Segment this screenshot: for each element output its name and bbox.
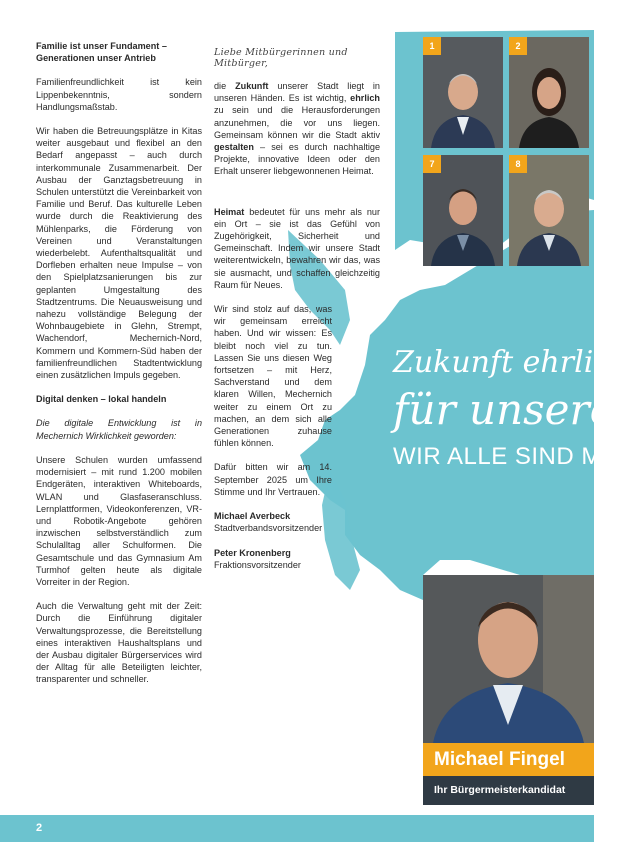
list-number-badge: 7 bbox=[423, 155, 441, 173]
paragraph-pride: Wir sind stolz auf das, was wir gemeinsam erreicht haben. Und wir wissen: Es bleibt noch viel zu tun. Lassen Sie uns diesen Weg fortsetzen – mit Herz, Sachverstand und dem klaren Willen, Mechernich weiter zu einem Ort zu machen, an dem sich alle Generationen zuhause fühlen können. bbox=[214, 304, 332, 449]
paragraph: Auch die Verwaltung geht mit der Zeit: Durch die Einführung digitaler Verwaltungsprozesse, die Bereitstellung eines interaktiven Haushaltsplans und der Ausbau digitaler Bürgerservices wird der Alltag für alle Beteiligten leichter, transparenter und schneller. bbox=[36, 601, 202, 685]
list-number-badge: 1 bbox=[423, 37, 441, 55]
headline-slogan: WIR ALLE SIND M bbox=[393, 443, 602, 470]
section-heading-digital: Digital denken – lokal handeln bbox=[36, 394, 167, 405]
mayor-candidate-role: Ihr Bürgermeisterkandidat bbox=[423, 776, 594, 805]
paragraph: Familienfreundlichkeit ist kein Lippenbekenntnis, sondern Handlungsmaßstab. bbox=[36, 77, 202, 112]
signature-kronenberg: Peter Kronenberg Fraktionsvorsitzender bbox=[214, 547, 301, 570]
candidate-photo-8 bbox=[509, 155, 589, 266]
paragraph-intro: Die digitale Entwicklung ist in Mechernich Wirklichkeit geworden: bbox=[36, 418, 202, 441]
paragraph-future: die Zukunft unserer Stadt liegt in unseren Händen. Es ist wichtig, ehrlich zu sein und die Herausforderungen anzunehmen, die vor uns liegen. Gemeinsam können wir die Stadt aktiv gestalten – sei es durch nachhaltige Projekte, innovative Ideen oder den Erhalt unserer liebgewonnenen Heimat. bbox=[214, 81, 380, 177]
person-icon bbox=[423, 575, 594, 743]
list-number-badge: 8 bbox=[509, 155, 527, 173]
paragraph: Unsere Schulen wurden umfassend modernisiert – mit rund 1.200 mobilen Endgeräten, interaktiven Whiteboards, WLAN und Glasfaseranschluss. Lernplattformen, Videokonferenzen, VR- und Robotik-Angebote gehören inzwischen selbstverständlich zum Schulalltag aller Schulformen. Die Gesamtschule und das Gymnasium Am Turmhof gelten heute als digitale Vorreiter in der Region. bbox=[36, 454, 202, 587]
paragraph: Wir haben die Betreuungsplätze in Kitas weiter ausgebaut und flexibel an den Bedarf angepasst – auch durch interkommunale Zusammenarbeit. Der Ausbau der Ganztagsbetreuung in Schulen unterstützt die Vereinbarkeit von Familie und Beruf. Das kulturelle Leben wurde durch die Reaktivierung des Mühlenparks, die Förderung von Vereinen und Veranstaltungen wiederbelebt. Aufenthaltsqualität und Dorfleben erhalten neue Impulse – von den Spielplatzsanierungen bis zur geplanten Umgestaltung des Stadtzentrums. Die Neuausweisung und nahezu vollständige Belegung der Wohnbaugebiete in Glehn, Strempt, Wachendorf, Mechernich-Nord, Kommern und Kommern-Süd haben der familienfreundlichen Stadtentwicklung einen zusätzlichen Impuls gegeben. bbox=[36, 126, 202, 381]
candidate-photo-1 bbox=[423, 37, 503, 148]
section-heading-family: Familie ist unser Fundament – Generationen unser Antrieb bbox=[36, 41, 167, 64]
candidate-photo-2 bbox=[509, 37, 589, 148]
list-number-badge: 2 bbox=[509, 37, 527, 55]
headline-line-1: Zukunft ehrlich bbox=[393, 345, 629, 380]
paragraph-heimat: Heimat bedeutet für uns mehr als nur ein Ort – sie ist das Gefühl von Zugehörigkeit, Sicherheit und Gemeinschaft. Indem wir unsere Stadt weiterentwickeln, bewahren wir das, was sie ausmacht, und schaffen gleichzeitig Raum für Neues. bbox=[214, 206, 380, 290]
headline-line-2: für unsere bbox=[393, 385, 615, 434]
signature-averbeck: Michael Averbeck Stadtverbandsvorsitzender bbox=[214, 511, 323, 534]
greeting-text: Liebe Mitbürgerinnen und Mitbürger, bbox=[214, 47, 348, 69]
mayor-candidate-photo bbox=[423, 575, 594, 743]
page-number: 2 bbox=[36, 822, 43, 834]
footer-bar bbox=[0, 815, 594, 842]
left-text-column bbox=[36, 40, 202, 698]
candidate-photo-7 bbox=[423, 155, 503, 266]
middle-text-column bbox=[214, 80, 380, 571]
paragraph-vote-appeal: Dafür bitten wir am 14. September 2025 um Ihre Stimme und Ihr Vertrauen. bbox=[214, 462, 332, 497]
mayor-candidate-name: Michael Fingel bbox=[423, 743, 594, 776]
